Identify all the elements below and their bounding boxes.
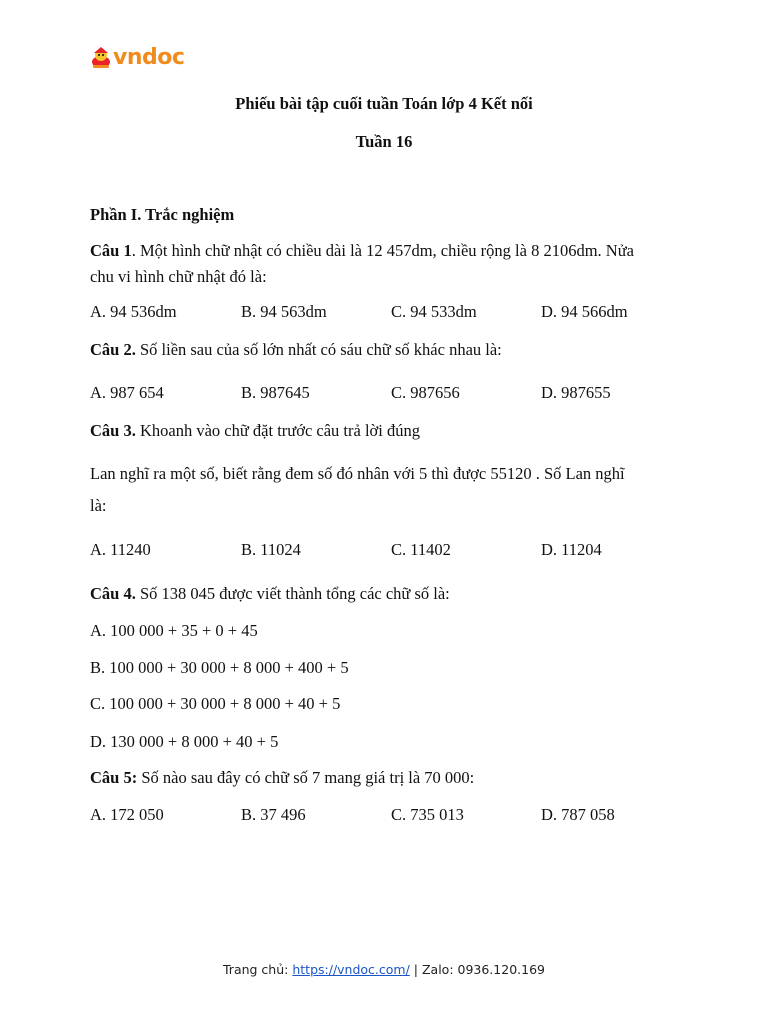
section-heading: Phần I. Trắc nghiệm <box>90 205 235 224</box>
q5-option-d: D. 787 058 <box>541 805 615 824</box>
q1-option-b: B. 94 563dm <box>241 302 327 321</box>
vndoc-mascot-icon <box>90 46 112 70</box>
question-2-text: Số liền sau của số lớn nhất có sáu chữ số khác nhau là: <box>135 340 502 359</box>
question-1-text-line2: chu vi hình chữ nhật đó là: <box>90 267 267 286</box>
document-subtitle: Tuần 16 <box>355 132 413 151</box>
q2-option-b: B. 987645 <box>241 383 310 402</box>
q2-option-d: D. 987655 <box>541 383 611 402</box>
footer-contact: | Zalo: 0936.120.169 <box>409 962 545 977</box>
question-2-label: Câu 2. <box>90 340 136 359</box>
q5-option-c: C. 735 013 <box>391 805 464 824</box>
q3-option-b: B. 11024 <box>241 540 301 559</box>
question-3-body-line1: Lan nghĩ ra một số, biết rằng đem số đó nhân với 5 thì được 55120 . Số Lan nghĩ <box>90 464 625 483</box>
question-1-label: Câu 1 <box>90 241 132 260</box>
homepage-link[interactable]: https://vndoc.com/ <box>292 962 410 977</box>
q4-option-b: B. 100 000 + 30 000 + 8 000 + 400 + 5 <box>90 658 349 677</box>
q3-option-c: C. 11402 <box>391 540 451 559</box>
q5-option-a: A. 172 050 <box>90 805 164 824</box>
logo-text: vndoc <box>113 45 185 70</box>
question-5 <box>90 768 474 788</box>
q4-option-d: D. 130 000 + 8 000 + 40 + 5 <box>90 732 279 751</box>
question-5-text: Số nào sau đây có chữ số 7 mang giá trị là 70 000: <box>137 768 475 787</box>
q1-option-a: A. 94 536dm <box>90 302 177 321</box>
q1-option-d: D. 94 566dm <box>541 302 628 321</box>
page-footer <box>0 962 768 977</box>
q3-option-a: A. 11240 <box>90 540 151 559</box>
question-3-label: Câu 3. <box>90 421 136 440</box>
question-4-text: Số 138 045 được viết thành tổng các chữ số là: <box>135 584 450 603</box>
question-4-label: Câu 4. <box>90 584 136 603</box>
q3-option-d: D. 11204 <box>541 540 602 559</box>
q4-option-a: A. 100 000 + 35 + 0 + 45 <box>90 621 258 640</box>
q2-option-c: C. 987656 <box>391 383 460 402</box>
question-3 <box>90 421 420 441</box>
document-title: Phiếu bài tập cuối tuần Toán lớp 4 Kết nối <box>235 94 533 113</box>
q5-option-b: B. 37 496 <box>241 805 306 824</box>
question-3-body-line2: là: <box>90 496 107 515</box>
q1-option-c: C. 94 533dm <box>391 302 477 321</box>
question-5-label: Câu 5: <box>90 768 138 787</box>
q2-option-a: A. 987 654 <box>90 383 164 402</box>
question-1-text-line1: . Một hình chữ nhật có chiều dài là 12 457dm, chiều rộng là 8 2106dm. Nửa <box>131 241 634 260</box>
q4-option-c: C. 100 000 + 30 000 + 8 000 + 40 + 5 <box>90 694 341 713</box>
question-2 <box>90 340 502 360</box>
footer-prefix: Trang chủ: <box>223 962 293 977</box>
question-1 <box>90 241 634 261</box>
vndoc-logo[interactable] <box>90 46 184 70</box>
question-4 <box>90 584 450 604</box>
question-3-text: Khoanh vào chữ đặt trước câu trả lời đúng <box>135 421 420 440</box>
